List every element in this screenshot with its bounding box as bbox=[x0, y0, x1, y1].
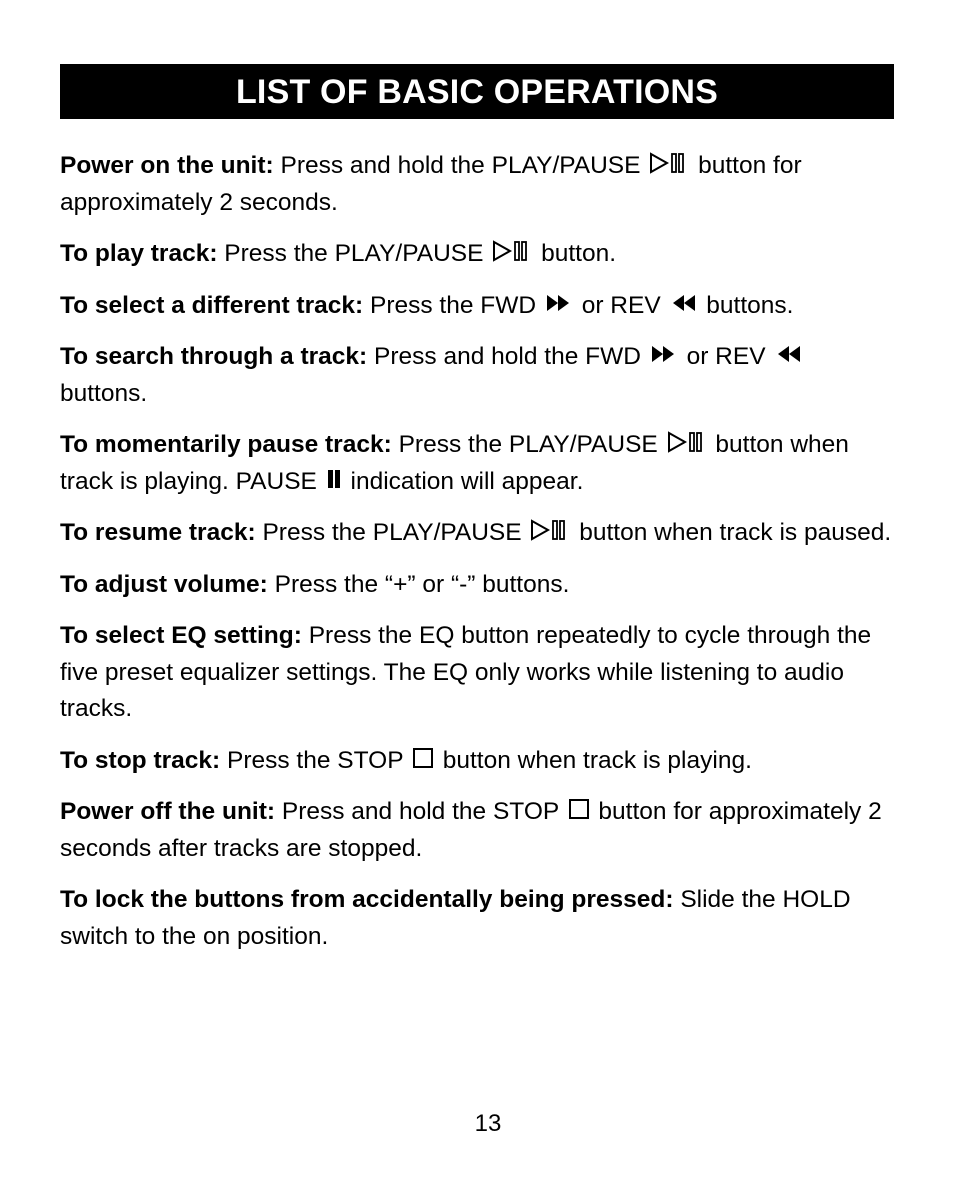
pause-icon bbox=[326, 468, 342, 490]
operation-label: To stop track: bbox=[60, 746, 221, 774]
stop-icon bbox=[412, 747, 434, 769]
operation-label: Power on the unit: bbox=[60, 152, 274, 179]
play-pause-icon bbox=[530, 519, 570, 541]
operation-power-on: Power on the unit: Press and hold the PLAY/PAUSE button for approximately 2 seconds. bbox=[60, 152, 802, 216]
play-pause-icon bbox=[649, 152, 689, 174]
operation-search-track: To search through a track: Press and hold the FWD or REV buttons. bbox=[60, 339, 894, 412]
page-number: 13 bbox=[474, 1110, 502, 1137]
operation-label: To select EQ setting: bbox=[60, 622, 302, 649]
operations-list bbox=[60, 148, 894, 970]
fast-forward-icon bbox=[545, 292, 573, 314]
operation-label: To resume track: bbox=[60, 519, 256, 546]
fast-forward-icon bbox=[650, 343, 678, 365]
stop-icon bbox=[568, 798, 590, 820]
operation-label: To play track: bbox=[60, 240, 218, 267]
rewind-icon bbox=[669, 292, 697, 314]
operation-adjust-volume: To adjust volume: Press the “+” or “-” buttons. bbox=[60, 570, 570, 598]
operation-eq-setting: To select EQ setting: Press the EQ button repeatedly to cycle through the five preset equalizer settings. The EQ only works while listening to audio tracks. bbox=[60, 622, 872, 722]
operation-label: To select a different track: bbox=[60, 291, 364, 319]
play-pause-icon bbox=[492, 240, 532, 262]
operation-pause-track: To momentarily pause track: Press the PLAY/PAUSE button when track is playing. PAUSE indication will appear. bbox=[60, 431, 849, 495]
operation-label: To lock the buttons from accidentally being pressed: bbox=[60, 886, 674, 913]
operation-hold-lock: To lock the buttons from accidentally being pressed: Slide the HOLD switch to the on position. bbox=[60, 886, 851, 950]
operation-label: Power off the unit: bbox=[60, 798, 276, 825]
manual-page bbox=[60, 0, 894, 1193]
operation-label: To adjust volume: bbox=[60, 570, 268, 598]
operation-play-track: To play track: Press the PLAY/PAUSE button. bbox=[60, 240, 617, 267]
operation-label: To search through a track: bbox=[60, 343, 368, 370]
operation-resume-track: To resume track: Press the PLAY/PAUSE button when track is paused. bbox=[60, 519, 892, 546]
play-pause-icon bbox=[667, 431, 707, 453]
operation-power-off: Power off the unit: Press and hold the STOP button for approximately 2 seconds after tracks are stopped. bbox=[60, 798, 882, 862]
page-title: LIST OF BASIC OPERATIONS bbox=[235, 72, 719, 111]
title-banner bbox=[60, 64, 894, 119]
operation-label: To momentarily pause track: bbox=[60, 431, 392, 458]
operation-stop-track: To stop track: Press the STOP button when track is playing. bbox=[60, 746, 752, 774]
rewind-icon bbox=[774, 343, 802, 365]
operation-select-track: To select a different track: Press the FWD or REV buttons. bbox=[60, 291, 794, 319]
